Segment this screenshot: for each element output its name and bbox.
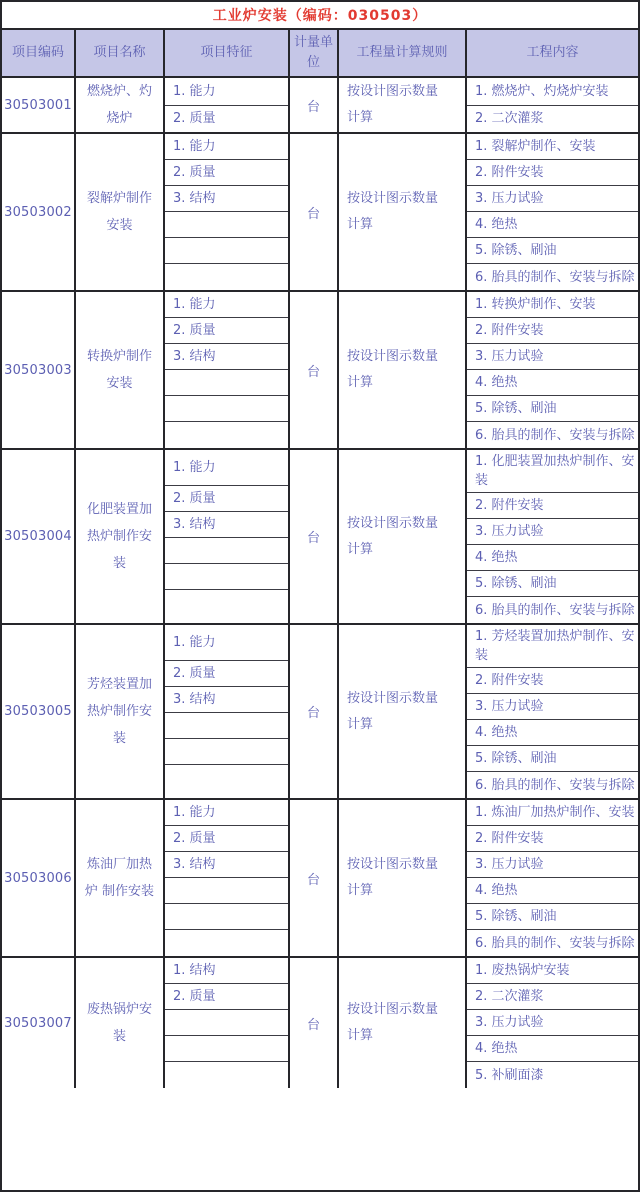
content-subcell: 4. 绝热 [467,545,638,571]
table-title: 工业炉安装（编码：030503） [2,2,638,30]
rule-cell: 按设计图示数量计算 [339,134,467,290]
code-cell: 30503003 [2,292,76,448]
content-subcell: 1. 芳烃装置加热炉制作、安装 [467,625,638,668]
contents-cell [467,625,638,798]
feature-subcell: 3. 结构 [165,687,288,713]
content-subcell: 4. 绝热 [467,720,638,746]
rule-cell: 按设计图示数量计算 [339,958,467,1088]
content-subcell: 3. 压力试验 [467,344,638,370]
code-cell: 30503005 [2,625,76,798]
content-subcell: 2. 附件安装 [467,318,638,344]
feature-subcell: 1. 能力 [165,450,288,486]
feature-subcell [165,564,288,590]
header-work-content: 工程内容 [526,45,579,60]
feature-subcell [165,765,288,798]
unit-cell: 台 [290,134,339,290]
feature-subcell [165,212,288,238]
unit-cell: 台 [290,958,339,1088]
code-cell: 30503006 [2,800,76,956]
features-cell [165,78,290,132]
feature-subcell: 1. 能力 [165,134,288,160]
table-row [2,134,638,292]
feature-subcell [165,422,288,448]
content-subcell: 4. 绝热 [467,212,638,238]
feature-subcell [165,930,288,956]
content-subcell: 3. 压力试验 [467,519,638,545]
content-subcell: 5. 除锈、刷油 [467,571,638,597]
content-subcell: 2. 附件安装 [467,160,638,186]
feature-subcell [165,739,288,765]
features-cell [165,625,290,798]
feature-subcell [165,1010,288,1036]
feature-subcell [165,370,288,396]
unit-cell: 台 [290,292,339,448]
feature-subcell: 3. 结构 [165,512,288,538]
table-body [2,78,638,1088]
table-row [2,450,638,625]
feature-subcell [165,1062,288,1088]
feature-subcell: 1. 能力 [165,625,288,661]
content-subcell: 6. 胎具的制作、安装与拆除 [475,935,635,951]
name-cell: 转换炉制作安装 [76,292,165,448]
table-row [2,958,638,1088]
features-cell [165,292,290,448]
content-subcell: 4. 绝热 [467,370,638,396]
feature-subcell: 3. 结构 [165,852,288,878]
feature-subcell [165,878,288,904]
features-cell [165,800,290,956]
features-cell [165,450,290,623]
feature-subcell: 2. 质量 [165,486,288,512]
name-cell: 燃烧炉、灼烧炉 [76,78,165,132]
code-cell: 30503001 [2,78,76,132]
contents-cell [467,292,638,448]
feature-subcell [165,713,288,739]
rule-cell: 按设计图示数量计算 [339,292,467,448]
contents-cell [467,134,638,290]
unit-cell: 台 [290,450,339,623]
unit-cell: 台 [290,800,339,956]
content-subcell: 3. 压力试验 [467,1010,638,1036]
content-subcell: 6. 胎具的制作、安装与拆除 [475,602,635,618]
content-subcell: 1. 燃烧炉、灼烧炉安装 [467,78,638,106]
content-subcell: 3. 压力试验 [467,186,638,212]
content-subcell: 5. 除锈、刷油 [467,238,638,264]
table-row [2,625,638,800]
code-cell: 30503004 [2,450,76,623]
content-subcell: 2. 附件安装 [467,826,638,852]
features-cell [165,134,290,290]
code-cell: 30503002 [2,134,76,290]
feature-subcell: 3. 结构 [165,186,288,212]
content-subcell: 6. 胎具的制作、安装与拆除 [475,269,635,285]
feature-subcell: 2. 质量 [165,160,288,186]
feature-subcell: 2. 质量 [165,984,288,1010]
name-cell: 芳烃装置加热炉制作安装 [76,625,165,798]
content-subcell: 5. 除锈、刷油 [467,904,638,930]
header-project-code: 项目编码 [2,30,76,76]
header-project-name: 项目名称 [76,30,165,76]
feature-subcell: 1. 能力 [165,292,288,318]
feature-subcell [165,904,288,930]
content-subcell: 6. 胎具的制作、安装与拆除 [475,777,635,793]
feature-subcell: 2. 质量 [165,318,288,344]
features-cell [165,958,290,1088]
rule-cell: 按设计图示数量计算 [339,78,467,132]
content-subcell: 2. 二次灌浆 [467,984,638,1010]
content-subcell: 1. 转换炉制作、安装 [467,292,638,318]
header-calc-rule: 工程量计算规则 [339,30,467,76]
content-subcell: 3. 压力试验 [467,852,638,878]
unit-cell: 台 [290,625,339,798]
content-subcell: 5. 除锈、刷油 [467,396,638,422]
feature-subcell: 3. 结构 [165,344,288,370]
content-subcell: 4. 绝热 [467,1036,638,1062]
feature-subcell: 2. 质量 [165,826,288,852]
name-cell: 废热锅炉安装 [76,958,165,1088]
feature-subcell: 1. 能力 [165,800,288,826]
content-subcell: 5. 除锈、刷油 [467,746,638,772]
feature-subcell [165,590,288,623]
content-subcell: 4. 绝热 [467,878,638,904]
table-row [2,78,638,134]
header-measure-unit: 计量单位 [290,30,339,76]
feature-subcell [165,238,288,264]
content-subcell: 2. 二次灌浆 [475,111,544,127]
table-row [2,800,638,958]
header-project-feature: 项目特征 [165,30,290,76]
name-cell: 化肥装置加热炉制作安装 [76,450,165,623]
table-header-row [2,30,638,78]
name-cell: 裂解炉制作安装 [76,134,165,290]
content-subcell: 1. 化肥装置加热炉制作、安装 [467,450,638,493]
content-subcell: 2. 附件安装 [467,668,638,694]
feature-subcell: 2. 质量 [165,661,288,687]
contents-cell [467,958,638,1088]
feature-subcell [165,538,288,564]
content-subcell: 5. 补刷面漆 [475,1067,544,1083]
contents-cell [467,450,638,623]
contents-cell [467,78,638,132]
feature-subcell [165,264,288,290]
feature-subcell: 1. 能力 [165,78,288,106]
name-cell: 炼油厂加热炉 制作安装 [76,800,165,956]
rule-cell: 按设计图示数量计算 [339,450,467,623]
content-subcell: 1. 炼油厂加热炉制作、安装 [467,800,638,826]
content-subcell: 1. 废热锅炉安装 [467,958,638,984]
feature-subcell [165,1036,288,1062]
contents-cell [467,800,638,956]
content-subcell: 1. 裂解炉制作、安装 [467,134,638,160]
content-subcell: 6. 胎具的制作、安装与拆除 [475,427,635,443]
table-row [2,292,638,450]
content-subcell: 2. 附件安装 [467,493,638,519]
rule-cell: 按设计图示数量计算 [339,625,467,798]
content-subcell: 3. 压力试验 [467,694,638,720]
rule-cell: 按设计图示数量计算 [339,800,467,956]
unit-cell: 台 [290,78,339,132]
code-cell: 30503007 [2,958,76,1088]
feature-subcell [165,396,288,422]
feature-subcell: 1. 结构 [165,958,288,984]
feature-subcell: 2. 质量 [173,111,216,127]
